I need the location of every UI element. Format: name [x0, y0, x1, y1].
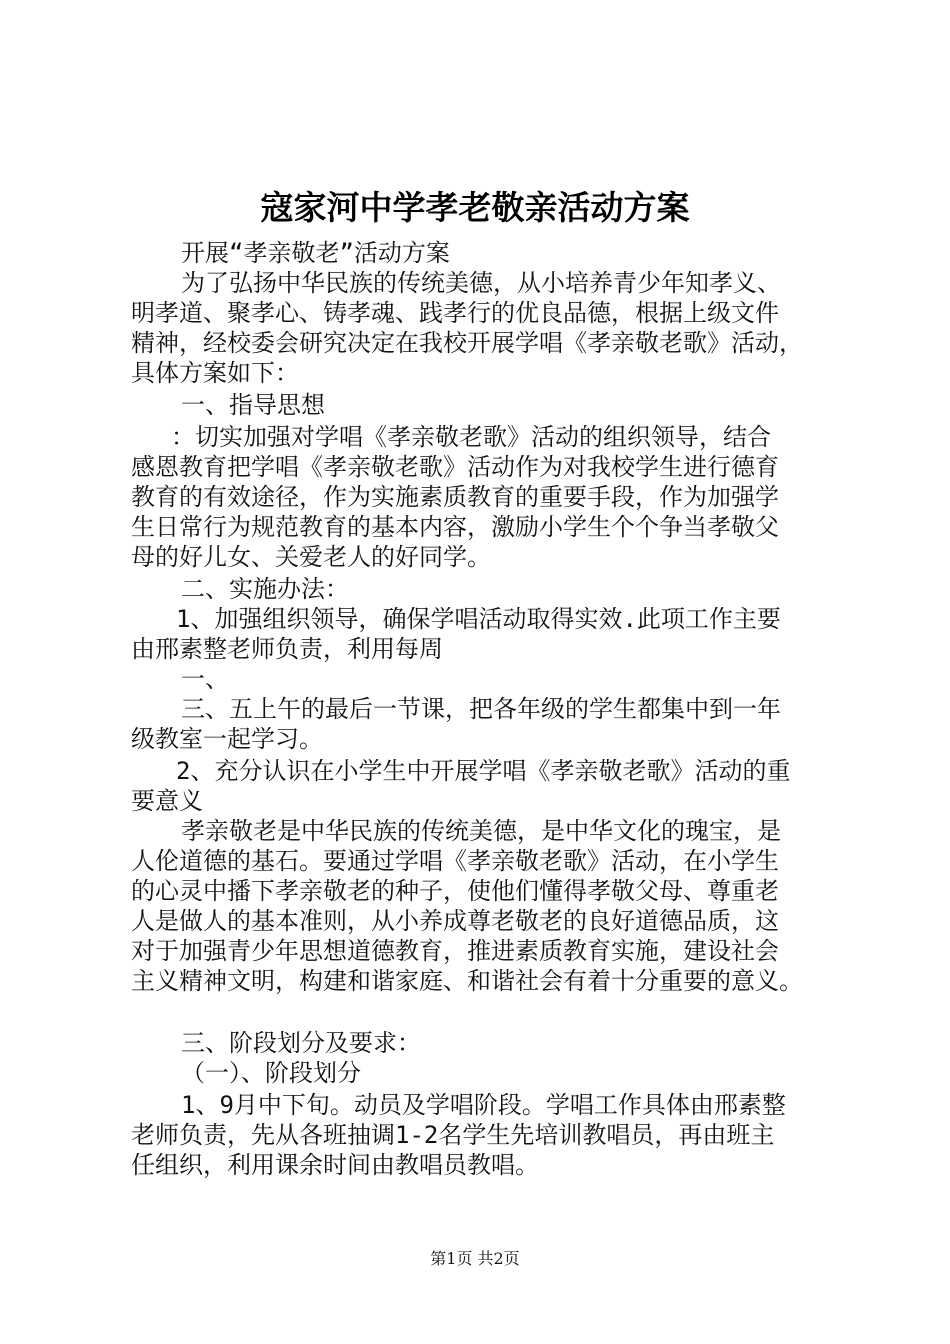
body-line: 生日常行为规范教育的基本内容，激励小学生个个争当孝敬父 [131, 513, 779, 541]
section-heading: 一、指导思想 [181, 391, 325, 419]
sub-heading: （一）、阶段划分 [181, 1059, 361, 1087]
section-heading: 二、实施办法： [181, 575, 349, 603]
body-line: 孝亲敬老是中华民族的传统美德，是中华文化的瑰宝，是 [181, 817, 781, 845]
body-line: 三、五上午的最后一节课，把各年级的学生都集中到一年 [181, 695, 781, 723]
body-line: 精神，经校委会研究决定在我校开展学唱《孝亲敬老歌》活动， [131, 329, 803, 357]
body-line: 任组织，利用课余时间由教唱员教唱。 [131, 1151, 539, 1179]
body-line: 感恩教育把学唱《孝亲敬老歌》活动作为对我校学生进行德育 [131, 453, 779, 481]
body-line: 具体方案如下： [131, 359, 299, 387]
body-line: ：切实加强对学唱《孝亲敬老歌》活动的组织领导，结合 [171, 423, 771, 451]
body-line: 开展“孝亲敬老”活动方案 [181, 239, 450, 267]
body-line: 明孝道、聚孝心、铸孝魂、践孝行的优良品德，根据上级文件 [131, 299, 779, 327]
body-line: 级教室一起学习。 [131, 725, 323, 753]
body-line: 对于加强青少年思想道德教育，推进素质教育实施，建设社会 [131, 937, 779, 965]
document-title: 寇家河中学孝老敬亲活动方案 [260, 188, 690, 227]
body-line: 人伦道德的基石。要通过学唱《孝亲敬老歌》活动，在小学生 [131, 847, 779, 875]
body-line: 要意义 [131, 787, 203, 815]
body-line: 老师负责，先从各班抽调1-2名学生先培训教唱员，再由班主 [131, 1121, 775, 1149]
body-line: 由邢素整老师负责，利用每周 [131, 635, 443, 663]
body-line: 主义精神文明，构建和谐家庭、和谐社会有着十分重要的意义。 [131, 967, 803, 995]
page-number-footer: 第1页 共2页 [430, 1249, 520, 1268]
body-line: 一、 [181, 665, 229, 693]
body-line: 教育的有效途径，作为实施素质教育的重要手段，作为加强学 [131, 483, 779, 511]
body-line: 为了弘扬中华民族的传统美德，从小培养青少年知孝义、 [181, 269, 781, 297]
body-line: 人是做人的基本准则，从小养成尊老敬老的良好道德品质，这 [131, 907, 779, 935]
body-line: 1、9月中下旬。动员及学唱阶段。学唱工作具体由邢素整 [181, 1091, 786, 1119]
body-line: 的心灵中播下孝亲敬老的种子，使他们懂得孝敬父母、尊重老 [131, 877, 779, 905]
section-heading: 三、阶段划分及要求： [181, 1029, 421, 1057]
body-line: 母的好儿女、关爱老人的好同学。 [131, 543, 491, 571]
body-line: 1、加强组织领导，确保学唱活动取得实效.此项工作主要 [176, 605, 781, 633]
body-line: 2、充分认识在小学生中开展学唱《孝亲敬老歌》活动的重 [176, 757, 791, 785]
